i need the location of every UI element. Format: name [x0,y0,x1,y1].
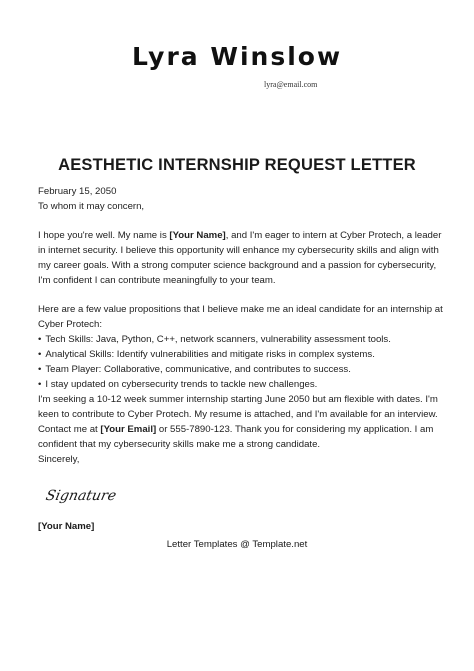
footer-credit: Letter Templates @ Template.net [166,539,308,550]
paragraph-line: keen to contribute to Cyber Protech. My resume is attached, and I'm available for an interview. [38,409,438,420]
paragraph-line: I'm confident I can contribute meaningfully to your team. [38,275,276,286]
paragraph-line: Here are a few value propositions that I believe make me an ideal candidate for an internship at [38,304,443,315]
bullet-item: • Analytical Skills: Identify vulnerabilities and mitigate risks in complex systems. [38,347,443,362]
text-span: , and I'm eager to intern at Cyber Protech, a leader [225,230,442,241]
paragraph-line [38,422,443,437]
salutation: To whom it may concern, [38,201,145,212]
letter-body [38,184,443,467]
sender-email: lyra@email.com [264,80,318,89]
paragraph-value-propositions [38,302,443,332]
paragraph-intro [38,228,443,288]
paragraph-line [38,228,443,243]
sender-name-header: Lyra Winslow [131,42,343,71]
text-span: or 555-7890-123. Thank you for considering my application. I am [156,424,434,435]
signer-name: [Your Name] [38,521,95,532]
letter-date: February 15, 2050 [38,186,117,197]
bullet-item: • Team Player: Collaborative, communicative, and contributes to success. [38,362,443,377]
name-placeholder: [Your Name] [169,230,226,241]
paragraph-line: Cyber Protech: [38,319,102,330]
paragraph-line: I'm seeking a 10-12 week summer internship starting June 2050 but am flexible with dates. I'm [38,394,438,405]
bullet-item: • Tech Skills: Java, Python, C++, network scanners, vulnerability assessment tools. [38,332,443,347]
closing: Sincerely, [38,454,80,465]
signature: Signature [44,488,118,504]
paragraph-line: in internet security. I believe this opportunity will enhance my cybersecurity skills and align with [38,245,439,256]
paragraph-request [38,392,443,452]
bullet-item: • I stay updated on cybersecurity trends to tackle new challenges. [38,377,443,392]
text-span: I hope you're well. My name is [38,230,170,241]
paragraph-line: my career goals. With a strong computer science background and a passion for cybersecurity, [38,260,437,271]
email-placeholder: [Your Email] [100,424,157,435]
bullet-list [38,332,443,392]
text-span: Contact me at [38,424,101,435]
paragraph-line: confident that my cybersecurity skills make me a strong candidate. [38,439,321,450]
letter-title: AESTHETIC INTERNSHIP REQUEST LETTER [58,156,416,174]
